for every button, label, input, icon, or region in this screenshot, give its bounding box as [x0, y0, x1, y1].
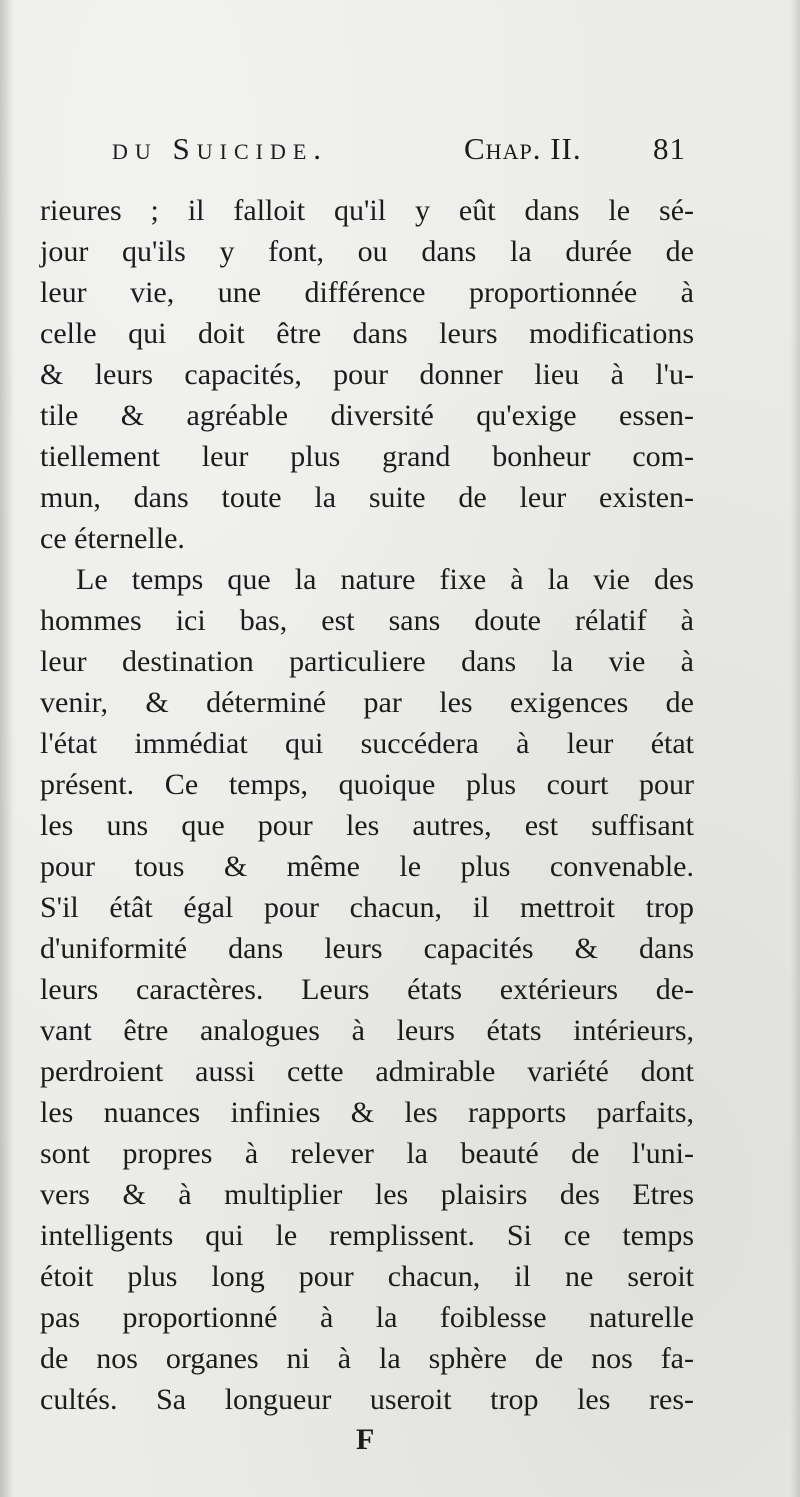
- text-line: leur vie, une différence proportionnée à: [40, 276, 694, 309]
- text-line: & leurs capacités, pour donner lieu à l'u-: [40, 358, 694, 391]
- text-line: leur destination particuliere dans la vie à: [40, 645, 694, 678]
- text-line: venir, & déterminé par les exigences de: [40, 686, 694, 719]
- text-line: les nuances infinies & les rapports parfaits,: [40, 1096, 694, 1129]
- text-line: tile & agréable diversité qu'exige essen-: [40, 399, 694, 432]
- text-line: hommes ici bas, est sans doute rélatif à: [40, 604, 694, 637]
- text-line: présent. Ce temps, quoique plus court pour: [40, 768, 694, 801]
- text-line: cultés. Sa longueur useroit trop les res-: [40, 1383, 694, 1416]
- text-line: vers & à multiplier les plaisirs des Etres: [40, 1178, 694, 1211]
- page-edge-shadow: [790, 0, 800, 1497]
- body-text: [40, 190, 694, 1420]
- text-line: d'uniformité dans leurs capacités & dans: [40, 932, 694, 965]
- text-line: rieures ; il falloit qu'il y eût dans le sé-: [40, 194, 694, 227]
- text-line: pour tous & même le plus convenable.: [40, 850, 694, 883]
- text-line: sont propres à relever la beauté de l'uni-: [40, 1137, 694, 1170]
- text-line: de nos organes ni à la sphère de nos fa-: [40, 1342, 694, 1375]
- text-line: leurs caractères. Leurs états extérieurs de-: [40, 973, 694, 1006]
- text-line: étoit plus long pour chacun, il ne seroit: [40, 1260, 694, 1293]
- paragraph-end-line: ce éternelle.: [40, 522, 185, 555]
- paragraph-first-line: Le temps que la nature fixe à la vie des: [76, 563, 694, 596]
- text-line: intelligents qui le remplissent. Si ce temps: [40, 1219, 694, 1252]
- text-line: S'il étât égal pour chacun, il mettroit trop: [40, 891, 694, 924]
- running-title: du Suicide.: [112, 131, 329, 166]
- text-line: perdroient aussi cette admirable variété dont: [40, 1055, 694, 1088]
- text-line: jour qu'ils y font, ou dans la durée de: [40, 235, 694, 268]
- signature-mark: F: [356, 1423, 375, 1456]
- page-gutter-shadow: [0, 0, 14, 1497]
- page-number: 81: [653, 131, 686, 166]
- text-line: vant être analogues à leurs états intérieurs,: [40, 1014, 694, 1047]
- text-line: l'état immédiat qui succédera à leur état: [40, 727, 694, 760]
- page-header: [112, 126, 688, 172]
- text-line: mun, dans toute la suite de leur existen-: [40, 481, 694, 514]
- text-line: pas proportionné à la foiblesse naturelle: [40, 1301, 694, 1334]
- text-line: tiellement leur plus grand bonheur com-: [40, 440, 694, 473]
- chapter-label: Chap. II.: [464, 131, 582, 166]
- text-line: les uns que pour les autres, est suffisant: [40, 809, 694, 842]
- text-line: celle qui doit être dans leurs modifications: [40, 317, 694, 350]
